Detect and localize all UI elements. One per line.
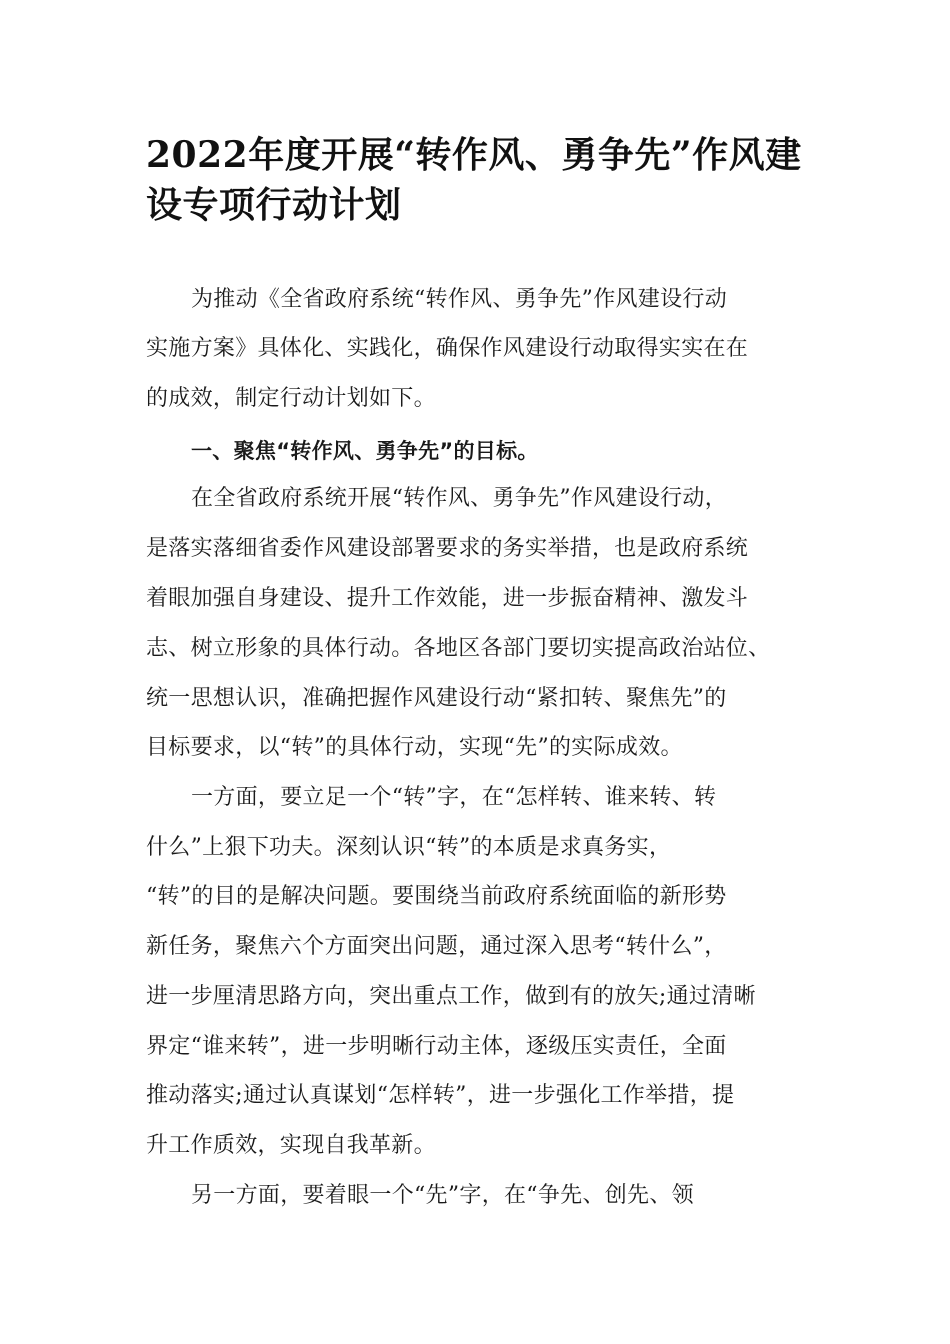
text-line: 统一思想认识，准确把握作风建设行动“紧扣转、聚焦先”的 (146, 686, 727, 711)
text-line: 推动落实;通过认真谋划“怎样转”，进一步强化工作举措，提 (146, 1083, 735, 1108)
text-line: 目标要求，以“转”的具体行动，实现“先”的实际成效。 (146, 735, 683, 760)
text-line: 实施方案》具体化、实践化，确保作风建设行动取得实实在在 (146, 336, 749, 361)
document-title (146, 130, 816, 230)
text-line: 一方面，要立足一个“转”字，在“怎样转、谁来转、转 (191, 785, 717, 810)
text-line: 什么”上狠下功夫。深刻认识“转”的本质是求真务实， (146, 835, 672, 860)
text-line: 界定“谁来转”，进一步明晰行动主体，逐级压实责任，全面 (146, 1034, 727, 1059)
text-line: 志、树立形象的具体行动。各地区各部门要切实提高政治站位、 (146, 636, 771, 661)
text-line: 升工作质效，实现自我革新。 (146, 1133, 436, 1158)
text-line: 在全省政府系统开展“转作风、勇争先”作风建设行动， (191, 486, 727, 511)
text-line: 新任务，聚焦六个方面突出问题，通过深入思考“转什么”， (146, 934, 727, 959)
text-line: 是落实落细省委作风建设部署要求的务实举措，也是政府系统 (146, 536, 749, 561)
text-line: 的成效，制定行动计划如下。 (146, 386, 436, 411)
title-line-2: 设专项行动计划 (146, 184, 402, 226)
text-line: 着眼加强自身建设、提升工作效能，进一步振奋精神、激发斗 (146, 586, 749, 611)
text-line: “转”的目的是解决问题。要围绕当前政府系统面临的新形势 (146, 884, 727, 909)
text-line: 为推动《全省政府系统“转作风、勇争先”作风建设行动 (191, 287, 727, 312)
title-line-1: 2022年度开展“转作风、勇争先”作风建 (146, 134, 802, 176)
text-line: 另一方面，要着眼一个“先”字，在“争先、创先、领 (191, 1183, 694, 1208)
text-line: 进一步厘清思路方向，突出重点工作，做到有的放矢;通过清晰 (146, 984, 756, 1009)
section-heading: 一、聚焦“转作风、勇争先”的目标。 (191, 439, 539, 463)
